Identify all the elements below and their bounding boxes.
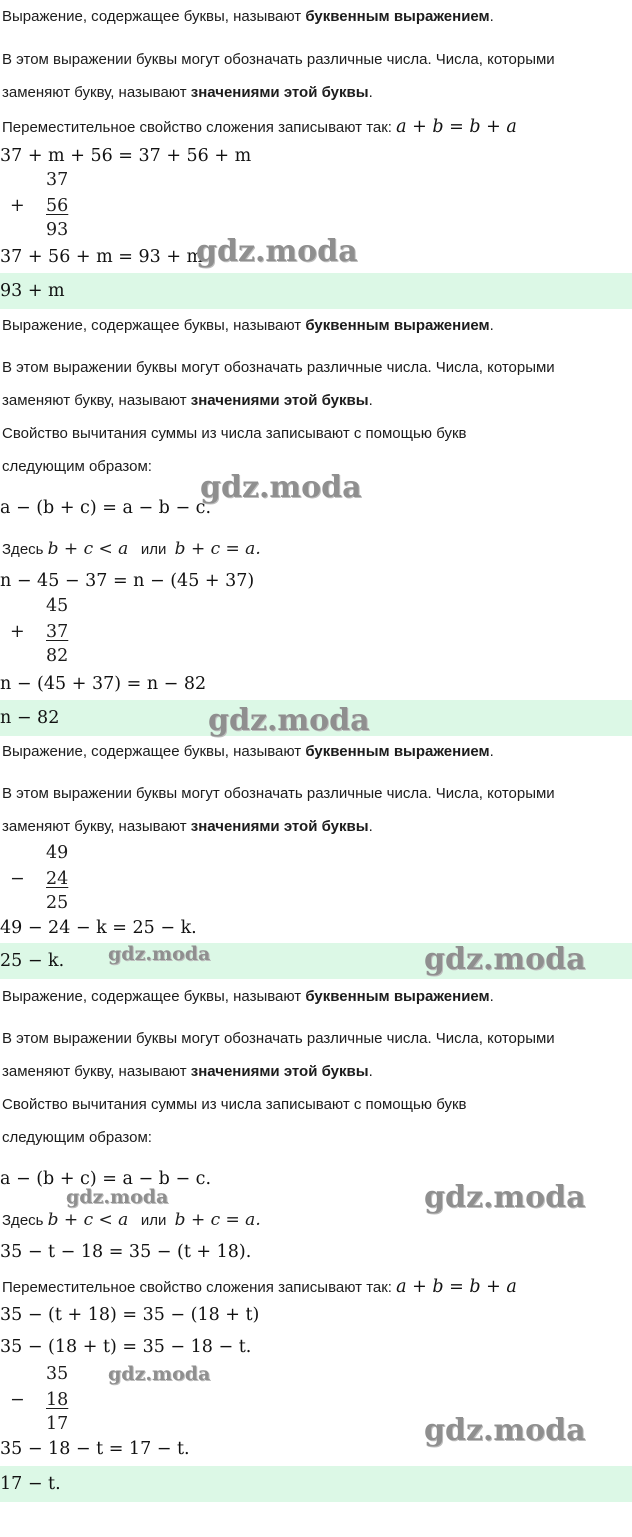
column-middle: 18 [46,1390,69,1410]
column-top: 37 [46,170,69,190]
subtraction-condition: Здесь b + c < a или b + c = a. [2,1210,261,1230]
column-sign: − [10,869,25,889]
task4-equation-2: 35 − (t + 18) = 35 − (18 + t) [0,1305,260,1325]
column-middle: 56 [46,196,69,216]
column-top: 45 [46,596,69,616]
subtraction-condition: Здесь b + c < a или b + c = a. [2,539,261,559]
watermark: gdz.moda [66,1186,169,1208]
watermark: gdz.moda [200,470,362,505]
watermark: gdz.moda [108,1363,211,1385]
definition-text: Выражение, содержащее буквы, называют буквенным выражением. [2,317,494,334]
column-sign: − [10,1390,25,1410]
definition-text: Выражение, содержащее буквы, называют буквенным выражением. [2,8,494,25]
task2-equation-1: n − 45 − 37 = n − (45 + 37) [0,571,255,591]
values-definition-line1: В этом выражении буквы могут обозначать различные числа. Числа, которыми [2,1030,555,1047]
watermark: gdz.moda [108,943,211,965]
column-middle: 37 [46,622,69,642]
definition-text: Выражение, содержащее буквы, называют буквенным выражением. [2,988,494,1005]
task1-equation-2: 37 + 56 + m = 93 + m [0,247,204,267]
task4-equation-4: 35 − 18 − t = 17 − t. [0,1439,190,1459]
watermark: gdz.moda [424,1180,586,1215]
subtraction-rule-line1: Свойство вычитания суммы из числа записывают с помощью букв [2,1096,467,1113]
column-top: 35 [46,1364,69,1384]
task2-equation-2: n − (45 + 37) = n − 82 [0,674,207,694]
column-result: 17 [46,1414,69,1434]
subtraction-rule-line2: следующим образом: [2,458,152,475]
column-result: 25 [46,893,69,913]
column-top: 49 [46,843,69,863]
task2-answer: n − 82 [0,708,60,728]
task1-equation-1: 37 + m + 56 = 37 + 56 + m [0,146,252,166]
watermark: gdz.moda [424,942,586,977]
values-definition-line2: заменяют букву, называют значениями этой буквы. [2,1063,373,1080]
column-result: 82 [46,646,69,666]
commutative-property: Переместительное свойство сложения записывают так: a + b = b + a [2,117,517,137]
task1-answer: 93 + m [0,281,65,301]
values-definition-line2: заменяют букву, называют значениями этой буквы. [2,392,373,409]
task4-answer: 17 − t. [0,1474,61,1494]
values-definition-line1: В этом выражении буквы могут обозначать различные числа. Числа, которыми [2,51,555,68]
values-definition-line1: В этом выражении буквы могут обозначать различные числа. Числа, которыми [2,359,555,376]
column-middle: 24 [46,869,69,889]
definition-text: Выражение, содержащее буквы, называют буквенным выражением. [2,743,494,760]
values-definition-line2: заменяют букву, называют значениями этой буквы. [2,84,373,101]
subtraction-rule-line2: следующим образом: [2,1129,152,1146]
watermark: gdz.moda [424,1413,586,1448]
task1-answer-box [0,273,632,309]
task4-answer-box [0,1466,632,1502]
task4-equation-3: 35 − (18 + t) = 35 − 18 − t. [0,1337,252,1357]
task4-equation-1: 35 − t − 18 = 35 − (t + 18). [0,1242,252,1262]
values-definition-line1: В этом выражении буквы могут обозначать различные числа. Числа, которыми [2,785,555,802]
watermark: gdz.moda [208,703,370,738]
subtraction-rule-line1: Свойство вычитания суммы из числа записывают с помощью букв [2,425,467,442]
task3-answer: 25 − k. [0,951,65,971]
subtraction-rule-formula: a − (b + c) = a − b − c. [0,1169,212,1189]
subtraction-rule-formula: a − (b + c) = a − b − c. [0,498,212,518]
watermark: gdz.moda [196,234,358,269]
commutative-property: Переместительное свойство сложения записывают так: a + b = b + a [2,1277,517,1297]
column-result: 93 [46,220,69,240]
values-definition-line2: заменяют букву, называют значениями этой буквы. [2,818,373,835]
column-sign: + [10,622,25,642]
task3-equation-1: 49 − 24 − k = 25 − k. [0,918,197,938]
column-sign: + [10,196,25,216]
